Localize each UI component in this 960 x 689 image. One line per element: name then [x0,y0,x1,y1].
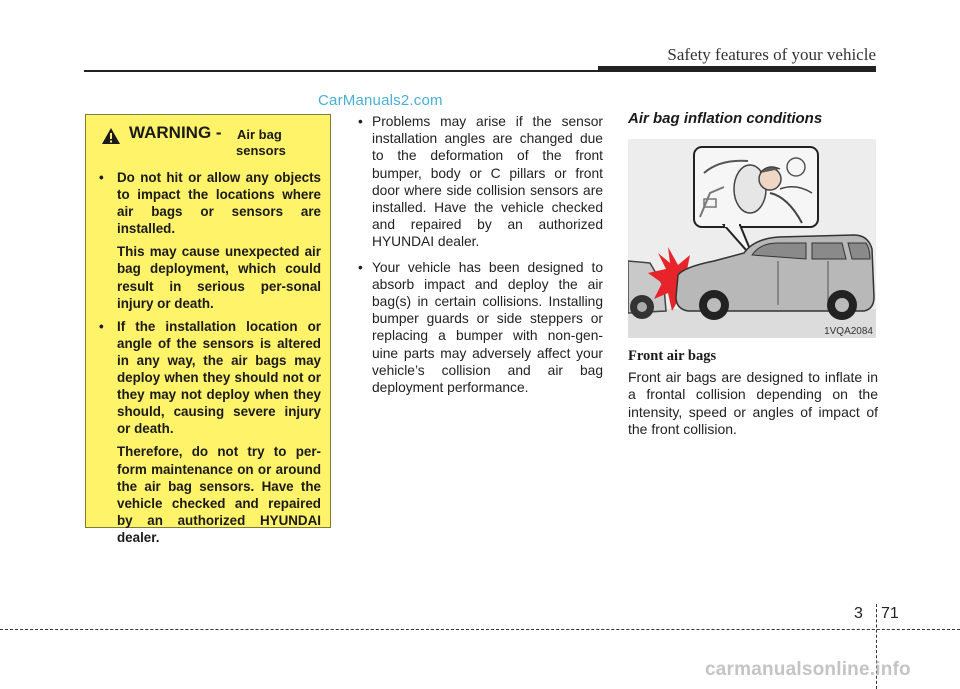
figure-code: 1VQA2084 [824,326,873,337]
page-number: 71 [881,605,899,622]
footer-rule [0,629,960,630]
collision-illustration [628,139,876,338]
warning-paragraph: • Do not hit or allow any objects to impact the locations where air bags or sensors are installed. [117,170,321,237]
middle-column [356,113,603,404]
warning-triangle-icon [101,127,121,145]
bullet-item: • Problems may arise if the sensor installation angles are changed due to the deformation of the front bumper, body or C pillars or front door where side collision sensors are installed. Have the vehicle checked and repaired by an authorized HYUNDAI dealer. [356,113,603,251]
warning-item [97,169,321,312]
warning-header [97,123,321,169]
warning-subject-line2: sensors [236,143,286,158]
warning-box [85,114,331,545]
page-header-title: Safety features of your vehicle [667,45,876,64]
warning-label: WARNING - [129,123,222,142]
bullet-item: • Your vehicle has been designed to absorb impact and deploy the air bag(s) in certain collisions. Installing bumper guards or side steppers or replacing a bumper with non-gen-uine parts may adversely affect your vehicle’s collision and air bag deployment performance. [356,259,603,397]
body-paragraph: Front air bags are designed to inflate in a frontal collision depending on the intensity, speed or angles of impact of the front collision. [628,369,878,438]
header-rule-tab [598,66,876,71]
warning-subject-line1: Air bag [237,127,282,142]
warning-paragraph: This may cause unexpected air bag deployment, which could result in serious per-sonal injury or death. [117,244,321,311]
section-title: Air bag inflation conditions [628,110,823,127]
right-column [628,110,878,439]
collision-illustration-graphic [628,139,876,338]
warning-paragraph: • If the installation location or angle of the sensors is altered in any way, the air bags may deploy when they should not or they may not deploy when they should, causing severe injury or death. [117,318,321,437]
warning-list [97,169,321,546]
subsection-title: Front air bags [628,348,717,364]
warning-paragraph: Therefore, do not try to per-form maintenance on or around the air bag sensors. Have the vehicle checked and repaired by an authorized HYUNDAI dealer. [117,444,321,545]
page-chapter-number: 3 [854,605,863,622]
warning-item [97,318,321,546]
watermark-bottom: carmanualsonline.info [705,659,911,680]
watermark-top: CarManuals2.com [318,92,443,109]
